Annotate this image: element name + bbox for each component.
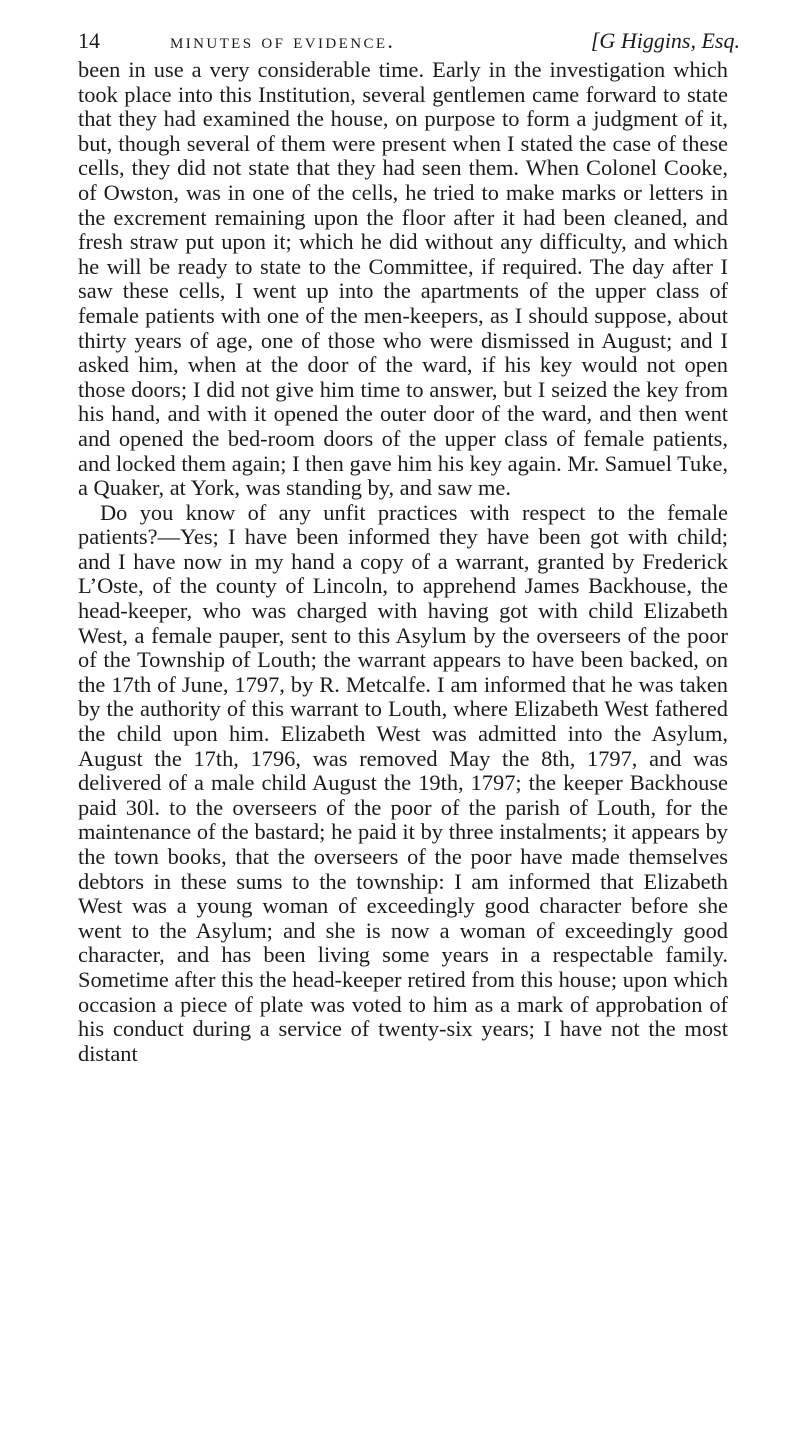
page-header <box>78 24 740 58</box>
paragraph-continuation: been in use a very considerable time. Early in the investigation which took place into this Institution, several gentlemen came forward to state that they had examined the house, on purpose to form a judgment of it, but, though several of them were present when I stated the case of these cells, they did not state that they had seen them. When Colonel Cooke, of Owston, was in one of the cells, he tried to make marks or letters in the excrement remaining upon the floor after it had been cleaned, and fresh straw put upon it; which he did without any difficulty, and which he will be ready to state to the Committee, if required. The day after I saw these cells, I went up into the apartments of the upper class of female patients with one of the men-keepers, as I should suppose, about thirty years of age, one of those who were dismissed in August; and I asked him, when at the door of the ward, if his key would not open those doors; I did not give him time to answer, but I seized the key from his hand, and with it opened the outer door of the ward, and then went and opened the bed-room doors of the upper class of female patients, and locked them again; I then gave him his key again. Mr. Samuel Tuke, a Quaker, at York, was standing by, and saw me. <box>78 57 728 501</box>
body-text <box>78 58 728 1066</box>
running-title: minutes of evidence. <box>170 28 396 53</box>
book-page <box>78 24 740 1066</box>
paragraph-question: Do you know of any unfit practices with respect to the female patients?—Yes; I have been informed they have been got with child; and I have now in my hand a copy of a warrant, granted by Frederick L’Oste, of the county of Lincoln, to apprehend James Backhouse, the head-keeper, who was charged with having got with child Elizabeth West, a female pauper, sent to this Asylum by the overseers of the poor of the Township of Louth; the warrant appears to have been backed, on the 17th of June, 1797, by R. Metcalfe. I am informed that he was taken by the authority of this warrant to Louth, where Elizabeth West fathered the child upon him. Elizabeth West was admitted into the Asylum, August the 17th, 1796, was removed May the 8th, 1797, and was delivered of a male child August the 19th, 1797; the keeper Backhouse paid 30l. to the overseers of the poor of the parish of Louth, for the maintenance of the bastard; he paid it by three instalments; it appears by the town books, that the overseers of the poor have made themselves debtors in these sums to the township: I am informed that Elizabeth West was a young woman of exceedingly good character before she went to the Asylum; and she is now a woman of exceedingly good character, and has been living some years in a respectable family. Sometime after this the head-keeper retired from this house; upon which occasion a piece of plate was voted to him as a mark of approbation of his conduct during a service of twenty-six years; I have not the most distant <box>78 499 728 1066</box>
witness-name: [G Higgins, Esq. <box>590 28 740 53</box>
page-number: 14 <box>78 28 100 53</box>
